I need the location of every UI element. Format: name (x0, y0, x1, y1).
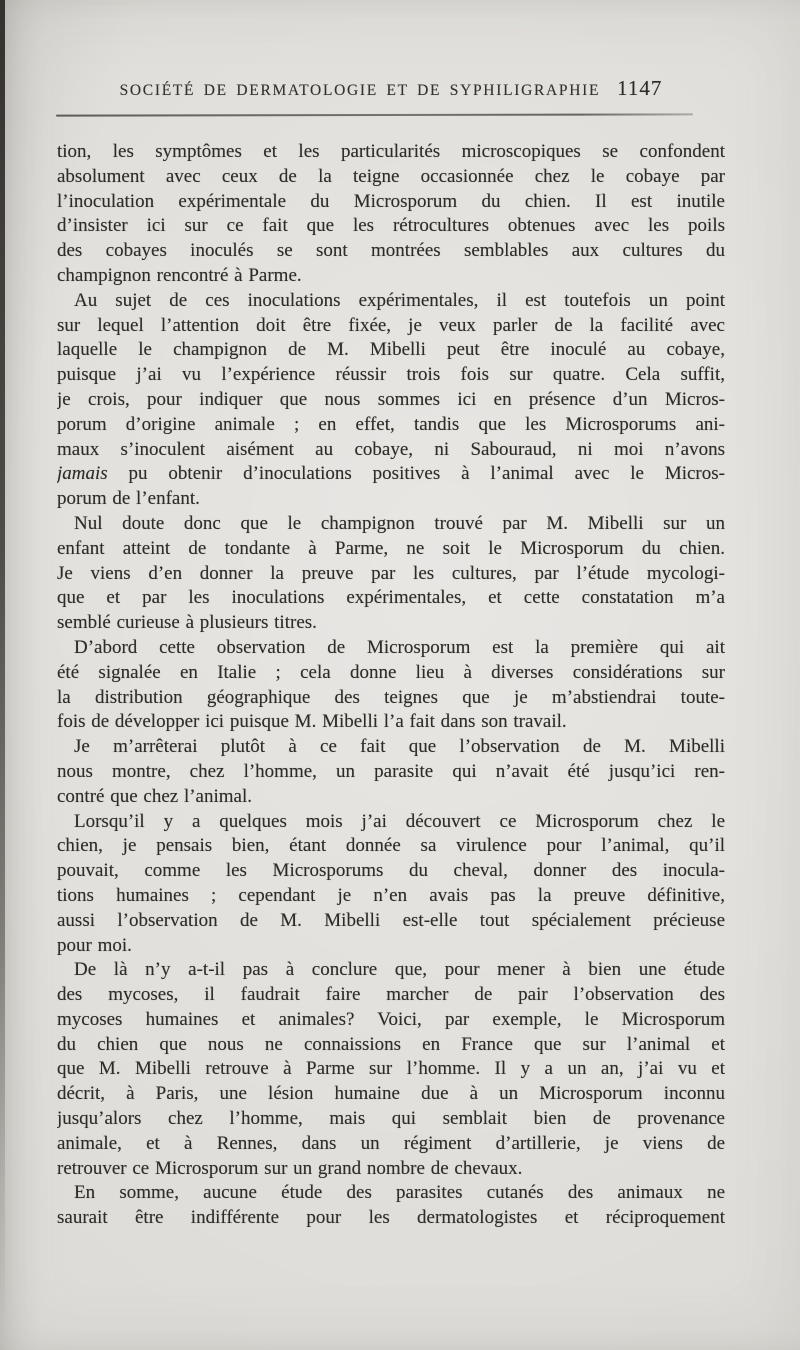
text-line: l’inoculation expérimentale du Microsporum du chien. Il est inutile (57, 190, 725, 212)
text-line: En somme, aucune étude des parasites cutanés des animaux ne (74, 1182, 725, 1204)
text-line: mycoses humaines et animales? Voici, par exemple, le Microsporum (57, 1008, 725, 1030)
page-text (57, 140, 725, 1231)
text-line: sur lequel l’attention doit être fixée, je veux parler de la facilité avec (57, 314, 725, 336)
text-line: d’insister ici sur ce fait que les rétrocultures obtenues avec les poils (57, 215, 725, 237)
text-line: retrouver ce Microsporum sur un grand nombre de chevaux. (57, 1157, 523, 1179)
text-line: pour moi. (57, 934, 132, 956)
text-line: Nul doute donc que le champignon trouvé par M. Mibelli sur un (74, 512, 725, 534)
text-line: Lorsqu’il y a quelques mois j’ai découvert ce Microsporum chez le (74, 810, 725, 832)
text-line: que M. Mibelli retrouve à Parme sur l’homme. Il y a un an, j’ai vu et (57, 1058, 725, 1080)
text-line: tion, les symptômes et les particularités microscopiques se confondent (57, 141, 725, 162)
running-header (57, 76, 725, 101)
text-line: fois de développer ici puisque M. Mibelli l’a fait dans son travail. (57, 711, 567, 733)
text-line: enfant atteint de tondante à Parme, ne soit le Microsporum du chien. (57, 537, 725, 559)
text-line: animale, et à Rennes, dans un régiment d’artillerie, je viens de (57, 1132, 725, 1154)
paragraph (57, 289, 725, 512)
text-line: De là n’y a-t-il pas à conclure que, pour mener à bien une étude (74, 959, 725, 981)
text-line: Je m’arrêterai plutôt à ce fait que l’observation de M. Mibelli (74, 736, 725, 758)
text-line: décrit, à Paris, une lésion humaine due à un Microsporum inconnu (57, 1083, 725, 1105)
text-line: que et par les inoculations expérimentales, et cette constatation m’a (57, 587, 725, 609)
text-line: D’abord cette observation de Microsporum est la première qui ait (74, 636, 725, 658)
text-line: maux s’inoculent aisément au cobaye, ni Sabouraud, ni moi n’avons (57, 438, 725, 460)
text-line: la distribution géographique des teignes que je m’abstiendrai toute- (57, 686, 725, 708)
text-line: tions humaines ; cependant je n’en avais pas la preuve définitive, (57, 884, 725, 906)
binding-edge-shadow (0, 0, 5, 1350)
text-line: aussi l’observation de M. Mibelli est-elle tout spécialement précieuse (57, 909, 725, 931)
header-rule (56, 113, 693, 116)
paragraph (57, 735, 725, 809)
paragraph (57, 1181, 725, 1231)
text-line: contré que chez l’animal. (57, 785, 253, 807)
text-line: nous montre, chez l’homme, un parasite qui n’avait été jusqu’ici ren- (57, 760, 725, 782)
journal-title: SOCIÉTÉ DE DERMATOLOGIE ET DE SYPHILIGRAPHIE (119, 82, 601, 99)
paragraph (57, 636, 725, 735)
paragraph (57, 958, 725, 1181)
text-line: absolument avec ceux de la teigne occasionnée chez le cobaye par (57, 165, 725, 187)
text-line: jusqu’alors chez l’homme, mais qui semblait bien de provenance (57, 1108, 725, 1130)
text-line: saurait être indifférente pour les dermatologistes et réciproquement (57, 1207, 725, 1229)
text-line: chien, je pensais bien, étant donnée sa virulence pour l’animal, qu’il (57, 835, 725, 857)
text-line: porum d’origine animale ; en effet, tandis que les Microsporums ani- (57, 413, 725, 435)
paragraph (57, 140, 725, 289)
paragraph (57, 810, 725, 959)
italic-word: jamais (57, 463, 108, 485)
line-text: pu obtenir d’inoculations positives à l’animal avec le Micros- (107, 463, 725, 485)
text-line: des cobayes inoculés se sont montrées semblables aux cultures du (57, 240, 725, 262)
text-line: Je viens d’en donner la preuve par les cultures, par l’étude mycologi- (57, 562, 725, 584)
text-line: du chien que nous ne connaissions en France que sur l’animal et (57, 1033, 725, 1055)
text-line (57, 462, 725, 487)
text-line: champignon rencontré à Parme. (57, 264, 302, 286)
text-line: des mycoses, il faudrait faire marcher de pair l’observation des (57, 984, 725, 1006)
paragraph (57, 512, 725, 636)
text-line: semblé curieuse à plusieurs titres. (57, 612, 317, 634)
text-line: été signalée en Italie ; cela donne lieu à diverses considérations sur (57, 661, 725, 683)
page-number: 1147 (617, 76, 663, 100)
text-line: puisque j’ai vu l’expérience réussir trois fois sur quatre. Cela suffit, (57, 364, 725, 386)
text-line: laquelle le champignon de M. Mibelli peut être inoculé au cobaye, (57, 339, 725, 361)
text-line: porum de l’enfant. (57, 488, 200, 510)
text-line: pouvait, comme les Microsporums du cheval, donner des inocula- (57, 860, 725, 882)
text-line: je crois, pour indiquer que nous sommes ici en présence d’un Micros- (57, 388, 725, 410)
text-line: Au sujet de ces inoculations expérimentales, il est toutefois un point (74, 289, 725, 311)
